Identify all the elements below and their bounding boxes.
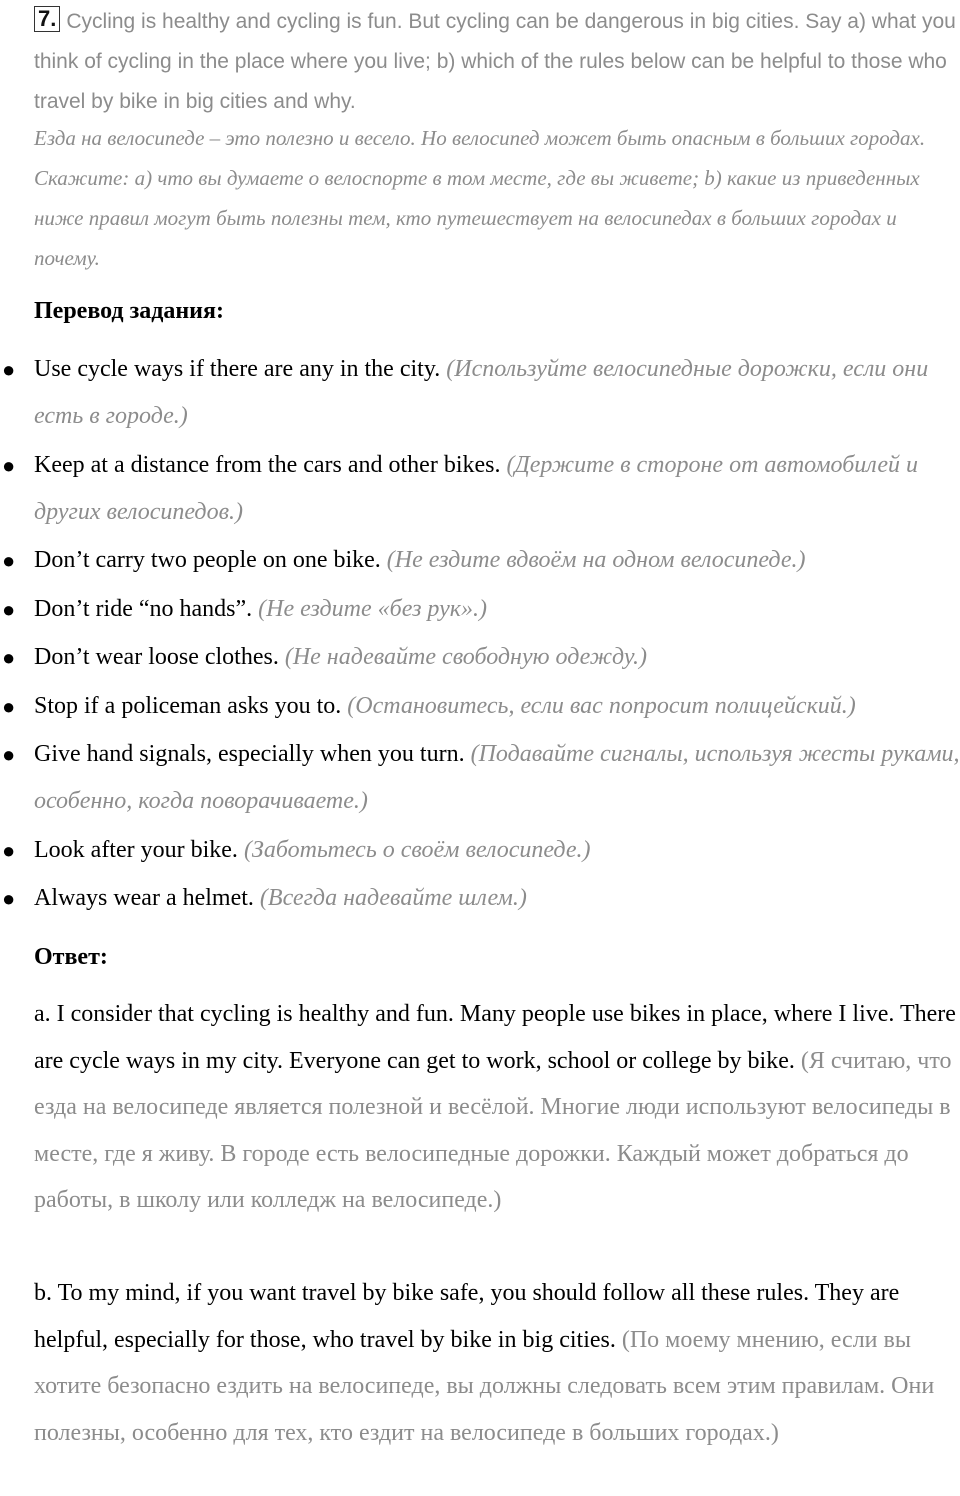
rule-ru: (Не ездите «без рук».) [258,595,487,622]
task-english [34,2,960,122]
rule-en: Keep at a distance from the cars and other bikes. [34,451,501,478]
list-item [0,537,960,584]
rule-en: Use cycle ways if there are any in the city. [34,356,441,382]
bullet-icon: ● [2,886,16,911]
translation-heading: Перевод задания: [34,298,224,324]
rule-ru: (Заботьтесь о своём велосипеде.) [243,836,591,863]
list-item [0,827,960,874]
list-item [0,442,960,536]
bullet-icon: ● [2,693,16,719]
rule-ru: (Используйте велосипедные дорожки, если они есть в городе.) [34,356,929,429]
rule-ru: (Не надевайте свободную одежду.) [284,644,647,670]
list-item [0,586,960,633]
rule-en: Give hand signals, especially when you turn. [34,741,465,767]
bullet-icon: ● [2,357,16,382]
bullet-icon: ● [2,596,16,622]
answer-heading: Ответ: [34,944,108,970]
rule-ru: (Не ездите вдвоём на одном велосипеде.) [386,547,806,573]
bullet-icon: ● [2,742,16,767]
rule-en: Look after your bike. [34,836,238,863]
answer-en: a. I consider that cycling is healthy and fun. Many people use bikes in place, where I live. There are cycle ways in my city. Everyone can get to work, school or college by bike. [34,1001,956,1074]
rule-ru: (Остановитесь, если вас попросит полицейский.) [347,692,856,719]
answer-a [34,991,960,1224]
bullet-icon: ● [2,452,16,478]
rule-ru: (Всегда надевайте шлем.) [259,885,527,911]
list-item [0,875,960,922]
rule-en: Always wear a helmet. [34,885,254,911]
task-russian: Езда на велосипеде – это полезно и весело. Но велосипед может быть опасным в больших городах. Скажите: a) что вы думаете о велоспорте в том месте, где вы живете; b) какие из приведенных ниже правил могут быть полезны тем, кто путешествует на велосипедах в больших городах и почему. [34,126,926,270]
bullet-icon: ● [2,645,16,670]
rule-ru: (Держите в стороне от автомобилей и других велосипедов.) [34,451,919,525]
answer-en: b. To my mind, if you want travel by bike safe, you should follow all these rules. They are helpful, especially for those, who travel by bike in big cities. [34,1280,900,1353]
bullet-icon: ● [2,548,16,573]
answer-ru: (По моему мнению, если вы хотите безопасно ездить на велосипеде, вы должны следовать всем этим правилам. Они полезны, особенно для тех, кто ездит на велосипеде в больших городах.) [34,1326,935,1446]
task-number: 7. [34,6,60,32]
rule-ru: (Подавайте сигналы, используя жесты руками, особенно, когда поворачиваете.) [34,741,960,814]
rule-en: Don’t ride “no hands”. [34,595,253,622]
rule-en: Don’t carry two people on one bike. [34,547,381,573]
list-item [0,634,960,681]
bullet-icon: ● [2,837,16,863]
list-item [0,346,960,440]
list-item [0,683,960,730]
list-item [0,731,960,825]
answer-b [34,1270,960,1456]
task-english-text: Cycling is healthy and cycling is fun. But cycling can be dangerous in big cities. Say a) what you think of cycling in the place where you live; b) which of the rules below can be helpful to those who travel by bike in big cities and why. [34,10,956,113]
answer-ru: (Я считаю, что езда на велосипеде является полезной и весёлой. Многие люди используют велосипеды в месте, где я живу. В городе есть велосипедные дорожки. Каждый может добраться до работы, в школу или колледж на велосипеде.) [34,1047,952,1213]
rules-list [0,346,960,924]
rule-en: Stop if a policeman asks you to. [34,692,342,719]
rule-en: Don’t wear loose clothes. [34,644,279,670]
